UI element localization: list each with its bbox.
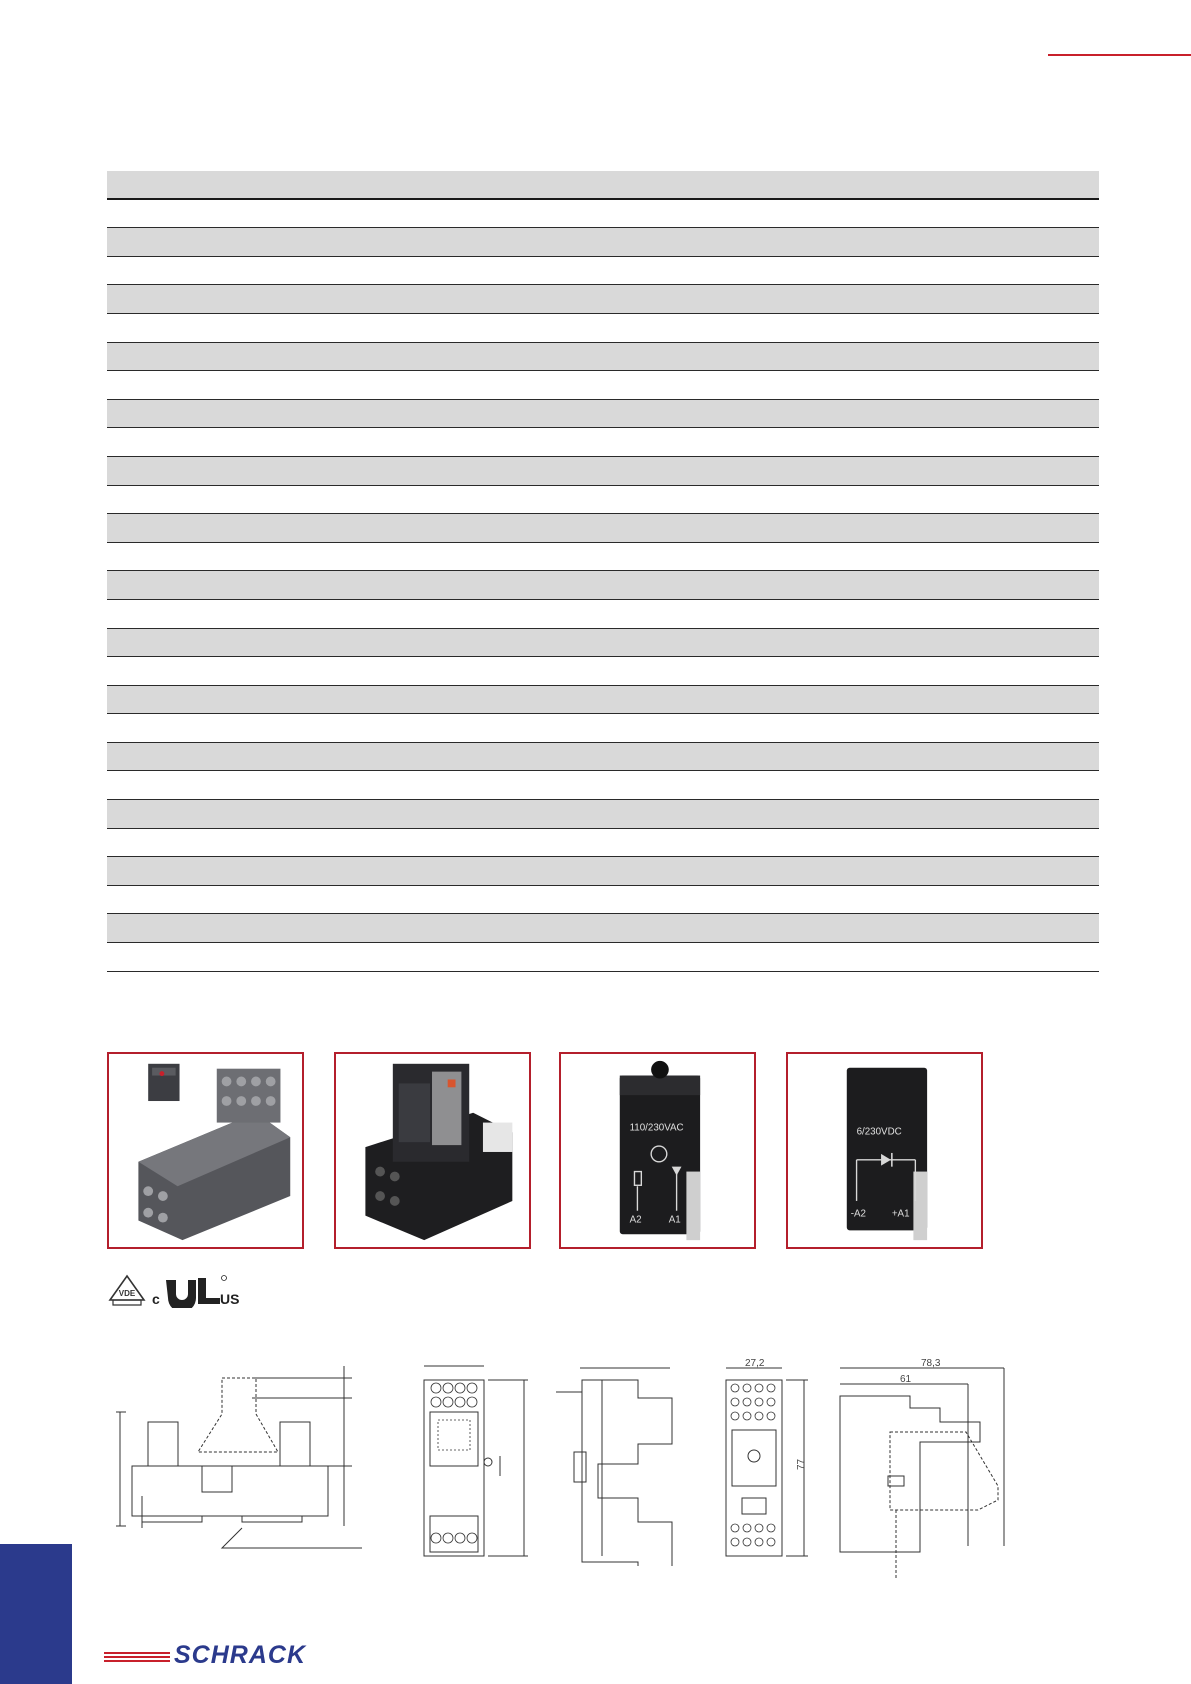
led-module-voltage-label: 110/230VAC [629, 1122, 684, 1134]
ul-recognized-mark-icon [152, 1274, 244, 1308]
relay-socket-illustration [109, 1054, 302, 1247]
diode-module-a2-label: -A2 [850, 1208, 866, 1220]
spec-table-row [107, 171, 1099, 200]
spec-table-row [107, 600, 1099, 629]
spec-table-row [107, 371, 1099, 400]
spec-table-row [107, 400, 1099, 429]
diode-module-voltage-label: 6/230VDC [856, 1126, 902, 1138]
logo-wordmark: SCHRACK [174, 1641, 306, 1669]
front-view-diagram [418, 1356, 530, 1566]
ul-c-text: c [152, 1291, 160, 1307]
photo-relay-with-socket [334, 1052, 531, 1249]
spec-table-row [107, 428, 1099, 457]
spec-table-row [107, 343, 1099, 372]
logo-speed-bars [104, 1652, 170, 1662]
dimension-depth-label: 61 [900, 1374, 912, 1385]
photo-diode-module [786, 1052, 983, 1249]
drawing-side-view-dimensioned [836, 1356, 1012, 1586]
spec-table-row [107, 886, 1099, 915]
side-view-dimensioned-diagram [836, 1356, 1012, 1586]
spec-table-row [107, 629, 1099, 658]
led-module-illustration [561, 1054, 754, 1247]
spec-table-row [107, 285, 1099, 314]
dimension-depth-total-label: 78,3 [921, 1358, 941, 1369]
spec-table-row [107, 514, 1099, 543]
drawing-side-profile [552, 1356, 676, 1566]
spec-table-row [107, 914, 1099, 943]
spec-table-row [107, 743, 1099, 772]
spec-table-row [107, 857, 1099, 886]
spec-table-row [107, 543, 1099, 572]
vde-mark-text: VDE [118, 1289, 136, 1298]
page-corner-tab [0, 1544, 72, 1684]
dimension-width-label: 27,2 [745, 1358, 765, 1369]
led-module-a1-label: A1 [668, 1214, 681, 1226]
dimension-height-label: 77 [796, 1458, 807, 1470]
spec-table-row [107, 457, 1099, 486]
spec-table-row [107, 686, 1099, 715]
ul-us-text: US [220, 1291, 240, 1307]
spec-table-row [107, 829, 1099, 858]
photo-led-module [559, 1052, 756, 1249]
specification-table [107, 171, 1099, 972]
led-module-a2-label: A2 [629, 1214, 642, 1226]
header-accent-rule [1048, 54, 1191, 56]
drawing-front-view [418, 1356, 530, 1566]
spec-table-row [107, 257, 1099, 286]
spec-table-row [107, 228, 1099, 257]
spec-table-row [107, 771, 1099, 800]
diode-module-illustration [788, 1054, 981, 1247]
side-profile-diagram [552, 1356, 676, 1566]
relay-module-socket-illustration [336, 1054, 529, 1247]
side-view-with-relay-diagram [112, 1356, 364, 1556]
spec-table-row [107, 943, 1099, 972]
schrack-logo [104, 1640, 336, 1670]
photo-relay-socket [107, 1052, 304, 1249]
spec-table-row [107, 657, 1099, 686]
spec-table-row [107, 571, 1099, 600]
spec-table-row [107, 200, 1099, 229]
spec-table-row [107, 486, 1099, 515]
spec-table-row [107, 800, 1099, 829]
diode-module-a1-label: +A1 [891, 1208, 910, 1220]
vde-mark-icon [108, 1274, 146, 1308]
spec-table-row [107, 714, 1099, 743]
drawing-side-view-with-relay [112, 1356, 364, 1556]
spec-table-row [107, 314, 1099, 343]
